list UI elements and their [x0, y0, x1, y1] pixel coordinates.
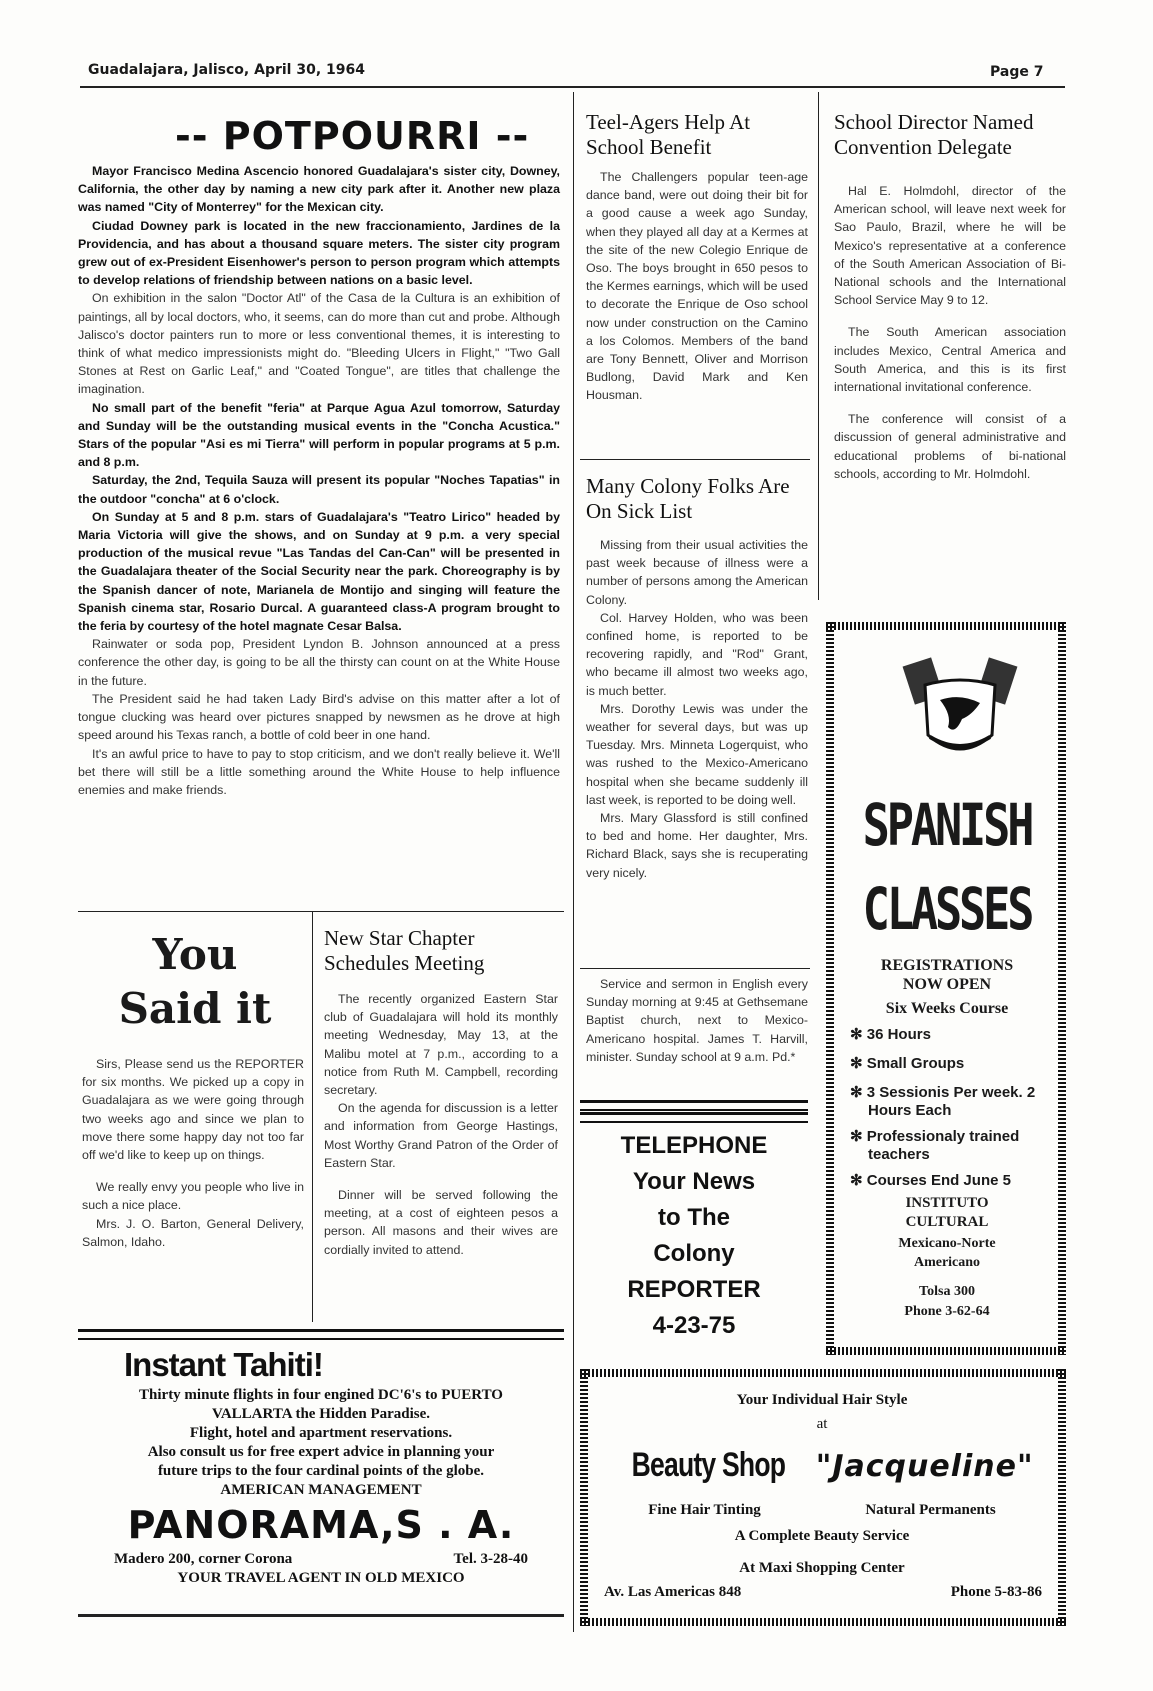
paragraph: It's an awful price to have to pay to stop criticism, and we don't really believe it. We'll bet there will still be a little something around the White House to help influence enemies and make friends. — [78, 746, 560, 797]
paragraph: Mrs. Mary Glassford is still confined to bed and home. Her daughter, Mrs. Richard Black, says she is recuperating very nicely. — [586, 811, 808, 880]
tahiti-tagline: YOUR TRAVEL AGENT IN OLD MEXICO — [177, 1570, 465, 1586]
ad-title-spanish: SPANISH — [862, 791, 1032, 859]
paragraph: The South American association includes Mexico, Central America and South America, and this is its first international invitational conference. — [834, 325, 1066, 395]
telephone-line: Your News — [632, 1168, 756, 1195]
beauty-address-row — [596, 1582, 1048, 1602]
paragraph: Mrs. Dorothy Lewis was under the weather for several days, but was up Tuesday. Mrs. Minneta Logerquist, who was rushed to the Mexico-Americano hospital when she became suddenly ill last week, is reported to be doing well. — [586, 701, 808, 807]
asterisk-icon: ✻ — [850, 1026, 867, 1043]
school-director-headline: School Director Named Convention Delegate — [834, 110, 1034, 159]
tahiti-bottom-rule — [78, 1614, 564, 1617]
institute-subname: Mexicano-Norte Americano — [898, 1236, 996, 1270]
feature-item — [850, 1128, 1058, 1164]
beauty-border-right — [1058, 1369, 1066, 1626]
column-divider — [312, 912, 313, 1322]
beauty-service: Fine Hair Tinting — [648, 1502, 761, 1518]
institute-address: Tolsa 300 — [919, 1284, 975, 1299]
paragraph: Mayor Francisco Medina Ascencio honored Guadalajara's sister city, Downey, California, the other day by naming a new city park after it. Another new plaza was named "City of Monterrey" for the Mexican city. — [78, 164, 560, 215]
asterisk-icon: ✻ — [850, 1055, 867, 1072]
telephone-number: 4-23-75 — [652, 1312, 736, 1339]
feature-item — [850, 1084, 1058, 1120]
paragraph: Dinner will be served following the meeting, at a cost of eighteen pesos a person. All masons and their wives are cordially invited to attend. — [324, 1188, 558, 1257]
beauty-border-top — [580, 1369, 1066, 1377]
feature-text: Small Groups — [866, 1055, 965, 1072]
star-chapter-article — [324, 990, 558, 1259]
tahiti-phone: Tel. 3-28-40 — [453, 1551, 528, 1567]
beauty-services — [596, 1500, 1048, 1520]
paragraph: Mrs. J. O. Barton, General Delivery, Salmon, Idaho. — [82, 1216, 304, 1249]
paragraph: On Sunday at 5 and 8 p.m. stars of Guadalajara's "Teatro Lirico" headed by Maria Victoria will give the shows, and on Sunday at 9 p.m. a very special production of the musical revue "Las Tandas del Can-Can" will be presented in the Guadalajara theater of the Social Security near the park. Choreography is by the Spanish dancer of note, Marianela de Montijo and singing will feature the Spanish cinema star, Rosario Durcal. A guaranteed class-A program brought to the feria by courtesy of the hotel magnate Cesar Balsa. — [78, 509, 560, 634]
ad-title-classes: CLASSES — [862, 875, 1032, 943]
course-features — [850, 1026, 1058, 1190]
you-said-it-letter — [82, 1055, 304, 1251]
registrations-label: REGISTRATIONS NOW OPEN — [880, 957, 1014, 993]
tahiti-line: Flight, hotel and apartment reservations. — [189, 1425, 453, 1441]
title-line: You — [152, 930, 238, 979]
beauty-phone: Phone 5-83-86 — [950, 1584, 1042, 1600]
paragraph: The recently organized Eastern Star club of Guadalajara will hold its monthly meeting Wednesday, May 13, at the Malibu motel at 7 p.m., according to a notice from Ruth M. Campbell, recording secretary. — [324, 992, 558, 1098]
institute-phone: Phone 3-62-64 — [904, 1304, 990, 1319]
paragraph: Saturday, the 2nd, Tequila Sauza will present its popular "Noches Tapatias" in the outdoor "concha" at 6 o'clock. — [78, 473, 560, 506]
sick-list-headline: Many Colony Folks Are On Sick List — [586, 474, 790, 523]
ad-border-top — [826, 622, 1066, 630]
dateline: Guadalajara, Jalisco, April 30, 1964 — [88, 62, 365, 78]
potpourri-article — [78, 162, 560, 799]
ad-border-right — [1058, 622, 1066, 1355]
paragraph: Service and sermon in English every Sunday morning at 9:45 at Gethsemane Baptist church, next to Mexico-Americano hospital. James T. Harvill, minister. Sunday school at 9 a.m. Pd.* — [586, 977, 808, 1064]
paragraph: The conference will consist of a discussion of general administrative and educational problems of bi-national schools, according to Mr. Holmdohl. — [834, 412, 1066, 481]
asterisk-icon: ✻ — [850, 1172, 867, 1189]
title-line: Said it — [118, 984, 272, 1033]
paragraph: No small part of the benefit "feria" at Parque Agua Azul tomorrow, Saturday and Sunday will be the outstanding musical events in the "Concha Acustica." Stars of the popular "Asi es mi Tierra" will perform in popular programs at 5 p.m. and 8 p.m. — [78, 400, 560, 470]
tahiti-address: Madero 200, corner Corona — [114, 1551, 293, 1567]
tahiti-line: AMERICAN MANAGEMENT — [220, 1482, 422, 1498]
paragraph: Missing from their usual activities the past week because of illness were a number of persons among the American Colony. — [586, 538, 808, 607]
institute-name: INSTITUTO CULTURAL — [905, 1195, 989, 1230]
spanish-ad — [836, 790, 1058, 1320]
page-number: Page 7 — [990, 64, 1044, 80]
paragraph: Sirs, Please send us the REPORTER for six months. We picked up a copy in Guadalajara as we were going through two weeks ago and since we plan to move there some happy day not too far off we'd like to keep up on things. — [82, 1057, 304, 1163]
ad-border-bottom — [826, 1347, 1066, 1355]
masthead-rule — [80, 86, 1065, 88]
section-rule — [580, 968, 810, 969]
paragraph: Rainwater or soda pop, President Lyndon B. Johnson announced at a press conference the other day, is going to be all the thirsty can count on at the White House in the future. — [78, 637, 560, 688]
paragraph: On exhibition in the salon "Doctor Atl" of the Casa de la Cultura is an exhibition of paintings, all by local doctors, who, it seems, can do more than cut and probe. Although Jalisco's doctor painters run to more or less conventional themes, it is interesting to think of what medico impressionists might do. "Bleeding Ulcers in Flight," "Two Gall Stones at Rest on Garlic Leaf," and "Coated Tongue", are titles that challenge the imagination. — [78, 291, 560, 397]
telephone-line: to The — [658, 1204, 730, 1231]
tahiti-line: Also consult us for free expert advice in planning your future trips to the four cardinal points of the globe. — [147, 1444, 495, 1479]
beauty-line: A Complete Beauty Service — [734, 1528, 910, 1544]
feature-item — [850, 1172, 1058, 1190]
telephone-line: Colony — [653, 1240, 735, 1267]
telephone-box — [580, 1128, 808, 1344]
potpourri-title: -- POTPOURRI -- — [175, 114, 530, 158]
paragraph: The Challengers popular teen-age dance band, were out doing their bit for a good cause a week ago Sunday, when they played all day at a Kermes at the site of the new Colegio Enrique de Oso. The boys brought in 650 pesos to the Kermes earnings, which will be used to decorate the Enrique de Oso school now under construction on the Camino a los Colomos. Members of the band are Tony Bennett, Oliver and Morrison Budlong, David Mark and Ken Housman. — [586, 170, 808, 403]
telephone-line: REPORTER — [627, 1276, 761, 1303]
beauty-line: at — [816, 1416, 828, 1432]
section-rule — [580, 459, 810, 460]
service-notice — [586, 975, 808, 1066]
paragraph: The President said he had taken Lady Bird's advise on this matter after a lot of tongue clucking was heard over pictures snapped by newsmen as he drove at high speed around his Texas ranch, a bottle of cold beer in one hand. — [78, 691, 560, 743]
you-said-it-title — [90, 928, 300, 1036]
paragraph: Ciudad Downey park is located in the new fraccionamiento, Jardines de la Providencia, and has about a thousand square meters. The sister city program grew out of ex-President Eisenhower's person to person program which attempts to develop relations of friendship between nations on a basic level. — [78, 218, 560, 288]
sick-list-article — [586, 536, 808, 882]
school-director-article — [834, 182, 1066, 483]
tahiti-top-rule — [78, 1329, 564, 1340]
beauty-location: At Maxi Shopping Center — [739, 1560, 905, 1576]
asterisk-icon: ✻ — [850, 1084, 867, 1101]
feature-text: Courses End June 5 — [866, 1172, 1011, 1189]
beauty-shop-name-1: Beauty Shop — [632, 1446, 786, 1484]
column-divider — [573, 92, 574, 1632]
paragraph: Hal E. Holmdohl, director of the American school, will leave next week for Sao Paulo, Brazil, where he will be Mexico's representative at a conference of the South American Association of Bi-National schools and the International School Service May 9 to 12. — [834, 184, 1066, 308]
feature-item — [850, 1055, 1058, 1073]
course-length: Six Weeks Course — [885, 1000, 1009, 1017]
telephone-line: TELEPHONE — [620, 1132, 768, 1159]
paragraph: On the agenda for discussion is a letter and information from George Hastings, Most Worthy Grand Patron of the Order of Eastern Star. — [324, 1101, 558, 1170]
tahiti-address-row — [96, 1550, 546, 1569]
ad-border-left — [826, 622, 834, 1355]
telephone-top-rule-2 — [580, 1112, 808, 1123]
star-chapter-headline: New Star Chapter Schedules Meeting — [324, 926, 485, 975]
column-divider — [818, 92, 819, 600]
panorama-logo: PANORAMA,S . A. — [127, 1503, 515, 1547]
beauty-shop-name — [596, 1442, 1048, 1490]
beauty-service: Natural Permanents — [865, 1502, 996, 1518]
feature-text: 3 Sessionis Per week. 2 Hours Each — [866, 1084, 1036, 1119]
beauty-address: Av. Las Americas 848 — [604, 1584, 742, 1600]
telephone-top-rule — [580, 1100, 808, 1111]
paragraph: Col. Harvey Holden, who was been confined home, is reported to be recovering rapidly, and "Rod" Grant, who became ill almost two weeks ago, is much better. — [586, 610, 808, 698]
beauty-shop-name-2: "Jacqueline" — [815, 1449, 1034, 1484]
beauty-border-left — [580, 1369, 588, 1626]
paragraph: We really envy you people who live in such a nice place. — [82, 1180, 304, 1213]
institute-emblem — [900, 655, 1020, 765]
tahiti-ad — [96, 1346, 546, 1588]
teel-agers-article — [586, 168, 808, 405]
feature-text: 36 Hours — [866, 1026, 931, 1043]
beauty-ad — [596, 1390, 1048, 1602]
asterisk-icon: ✻ — [850, 1128, 867, 1145]
feature-text: Professionaly trained teachers — [866, 1128, 1020, 1163]
beauty-border-bottom — [580, 1618, 1066, 1626]
tahiti-line: Thirty minute flights in four engined DC'6's to PUERTO VALLARTA the Hidden Paradise. — [139, 1387, 503, 1422]
section-rule — [78, 911, 564, 912]
teel-agers-headline: Teel-Agers Help At School Benefit — [586, 110, 751, 159]
feature-item — [850, 1026, 1058, 1044]
tahiti-title: Instant Tahiti! — [124, 1346, 323, 1383]
beauty-line: Your Individual Hair Style — [736, 1392, 908, 1408]
